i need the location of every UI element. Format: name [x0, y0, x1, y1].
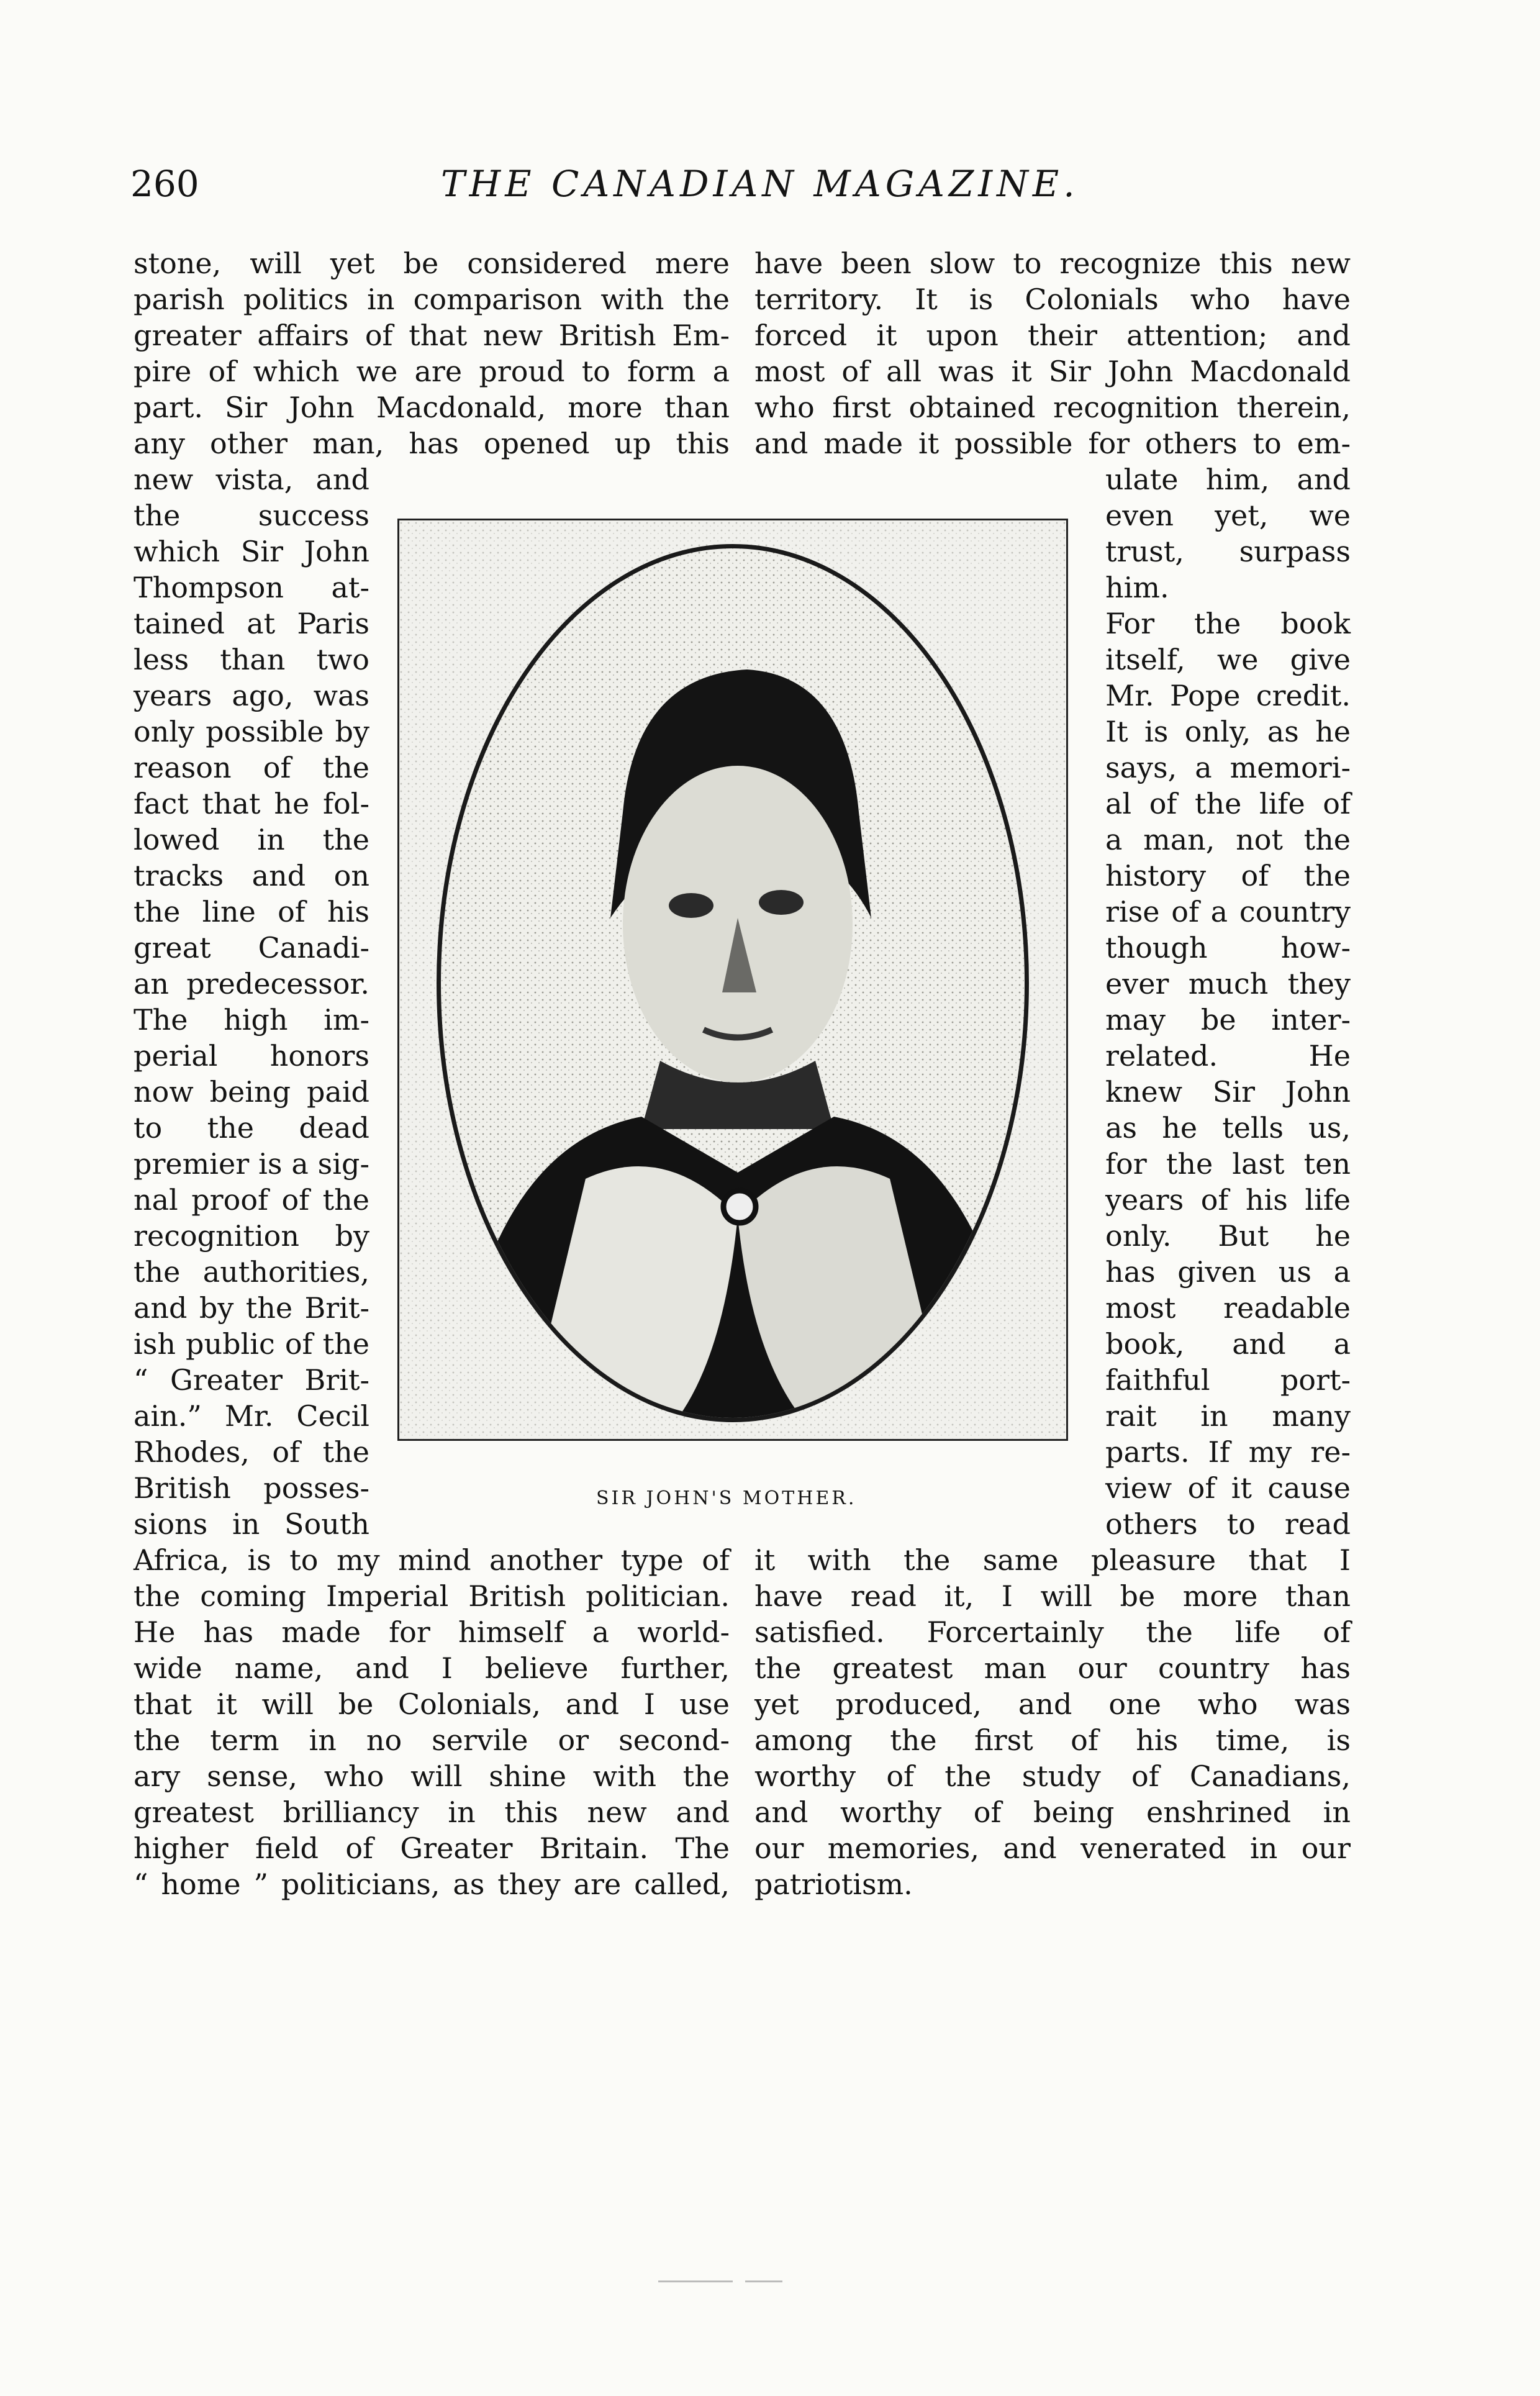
text-line: and made it possible for others to em- [754, 427, 1351, 460]
text-line: view of it cause [1105, 1471, 1351, 1505]
text-line: forced it upon their attention; and [754, 319, 1351, 352]
text-line: as he tells us, [1105, 1111, 1351, 1145]
text-line: Thompson at- [134, 571, 369, 604]
text-line: related. He [1105, 1039, 1351, 1073]
text-line: higher field of Greater Britain. The [134, 1831, 730, 1865]
text-line: most of all was it Sir John Macdonald [754, 355, 1351, 388]
text-line: even yet, we [1105, 499, 1351, 532]
text-line: only. But he [1105, 1219, 1351, 1253]
text-line: the success [134, 499, 369, 532]
text-line: the coming Imperial British politician. [134, 1579, 730, 1613]
bottom-mark [658, 2280, 733, 2282]
text-line: Mr. Pope credit. [1105, 679, 1351, 712]
text-line: recognition by [134, 1219, 369, 1253]
text-line: only possible by [134, 715, 369, 748]
text-line: the authorities, [134, 1255, 369, 1289]
text-line: “ Greater Brit- [134, 1363, 369, 1397]
text-line: parts. If my re- [1105, 1435, 1351, 1469]
text-line: may be inter- [1105, 1003, 1351, 1037]
text-line: which Sir John [134, 535, 369, 568]
text-line: the term in no servile or second- [134, 1723, 730, 1757]
text-line: The high im- [134, 1003, 369, 1037]
text-line: Rhodes, of the [134, 1435, 369, 1469]
text-line: sions in South [134, 1507, 369, 1541]
portrait-photo [397, 519, 1068, 1441]
text-line: most readable [1105, 1291, 1351, 1325]
text-line: him. [1105, 571, 1169, 604]
text-line: lowed in the [134, 823, 369, 856]
text-line: ain.” Mr. Cecil [134, 1399, 369, 1433]
text-line: reason of the [134, 751, 369, 784]
text-line: ish public of the [134, 1327, 369, 1361]
text-line: premier is a sig- [134, 1147, 369, 1181]
text-line: years ago, was [134, 679, 369, 712]
text-line: part. Sir John Macdonald, more than [134, 391, 730, 424]
text-line: less than two [134, 643, 369, 676]
text-line: nal proof of the [134, 1183, 369, 1217]
text-line: and by the Brit- [134, 1291, 369, 1325]
text-line: for the last ten [1105, 1147, 1351, 1181]
text-line: al of the life of [1105, 787, 1351, 820]
page-number: 260 [130, 163, 199, 205]
text-line: “ home ” politicians, as they are called, [134, 1867, 730, 1901]
text-line: tracks and on [134, 859, 369, 892]
text-line: book, and a [1105, 1327, 1351, 1361]
text-line: and worthy of being enshrined in [754, 1795, 1351, 1829]
text-line: He has made for himself a world- [134, 1615, 730, 1649]
text-line: ary sense, who will shine with the [134, 1759, 730, 1793]
text-line: it with the same pleasure that I [754, 1543, 1351, 1577]
text-line: now being paid [134, 1075, 369, 1109]
text-line: ever much they [1105, 967, 1351, 1001]
text-line: our memories, and venerated in our [754, 1831, 1351, 1865]
text-line: though how- [1105, 931, 1351, 964]
text-line: pire of which we are proud to form a [134, 355, 730, 388]
text-line: perial honors [134, 1039, 369, 1073]
text-line: who first obtained recognition therein, [754, 391, 1351, 424]
text-line: British posses- [134, 1471, 369, 1505]
text-line: faithful port- [1105, 1363, 1351, 1397]
text-line: years of his life [1105, 1183, 1351, 1217]
text-line: knew Sir John [1105, 1075, 1351, 1109]
text-line: rise of a country [1105, 895, 1351, 928]
text-line: satisfied. Forcertainly the life of [754, 1615, 1351, 1649]
bottom-mark [745, 2280, 782, 2282]
text-line: fact that he fol- [134, 787, 369, 820]
text-line: wide name, and I believe further, [134, 1651, 730, 1685]
text-line: have been slow to recognize this new [754, 247, 1351, 280]
figure-caption: SIR JOHN'S MOTHER. [596, 1487, 857, 1509]
text-line: a man, not the [1105, 823, 1351, 856]
text-line: has given us a [1105, 1255, 1351, 1289]
text-line: ulate him, and [1105, 463, 1351, 496]
text-line: itself, we give [1105, 643, 1351, 676]
text-line: parish politics in comparison with the [134, 283, 730, 316]
text-line: It is only, as he [1105, 715, 1351, 748]
text-line: history of the [1105, 859, 1351, 892]
text-line: the line of his [134, 895, 369, 928]
text-line: to the dead [134, 1111, 369, 1145]
text-line: among the first of his time, is [754, 1723, 1351, 1757]
text-line: the greatest man our country has [754, 1651, 1351, 1685]
text-line: that it will be Colonials, and I use [134, 1687, 730, 1721]
text-line: rait in many [1105, 1399, 1351, 1433]
text-line: great Canadi- [134, 931, 369, 964]
text-line: yet produced, and one who was [754, 1687, 1351, 1721]
text-line: any other man, has opened up this [134, 427, 730, 460]
text-line: greater affairs of that new British Em- [134, 319, 730, 352]
text-line: For the book [1105, 607, 1351, 640]
text-line: an predecessor. [134, 967, 369, 1001]
text-line: greatest brilliancy in this new and [134, 1795, 730, 1829]
text-line: worthy of the study of Canadians, [754, 1759, 1351, 1793]
running-title: THE CANADIAN MAGAZINE. [441, 163, 1079, 205]
text-line: others to read [1105, 1507, 1351, 1541]
text-line: patriotism. [754, 1867, 913, 1901]
text-line: Africa, is to my mind another type of [134, 1543, 730, 1577]
text-line: territory. It is Colonials who have [754, 283, 1351, 316]
text-line: tained at Paris [134, 607, 369, 640]
text-line: new vista, and [134, 463, 369, 496]
text-line: stone, will yet be considered mere [134, 247, 730, 280]
portrait-image [399, 520, 1066, 1439]
text-line: says, a memori- [1105, 751, 1351, 784]
text-line: have read it, I will be more than [754, 1579, 1351, 1613]
text-line: trust, surpass [1105, 535, 1351, 568]
